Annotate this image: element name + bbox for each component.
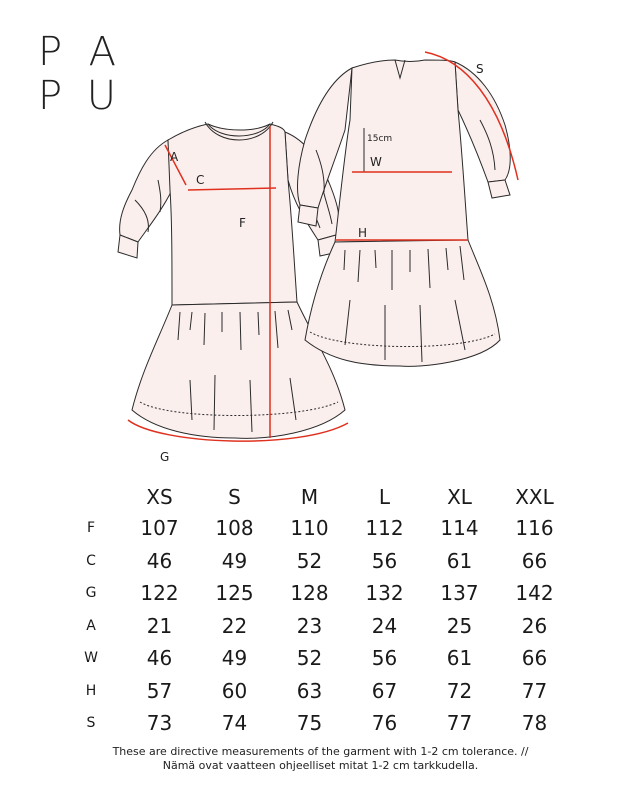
table-row	[60, 642, 572, 675]
table-cell: 107	[140, 516, 179, 541]
table-cell: 22	[221, 613, 248, 638]
table-cell: 56	[371, 646, 398, 671]
table-row	[60, 610, 572, 643]
row-label: H	[85, 682, 97, 699]
table-cell: 142	[515, 581, 554, 606]
table-cell: 52	[296, 548, 323, 573]
table-cell: 66	[521, 548, 548, 573]
table-row	[60, 545, 572, 578]
table-cell: 110	[290, 516, 329, 541]
table-cell: 46	[146, 548, 173, 573]
note-line-english: These are directive measurements of the garment with 1-2 cm tolerance. //	[112, 745, 529, 758]
table-cell: 78	[521, 711, 548, 736]
logo-letter: P	[38, 29, 65, 75]
table-cell: 66	[521, 646, 548, 671]
size-column-header: XL	[447, 485, 472, 509]
label-w: W	[370, 155, 382, 169]
row-label: F	[86, 520, 96, 537]
table-cell: 132	[365, 581, 404, 606]
label-c: C	[196, 173, 205, 187]
label-s: S	[476, 62, 484, 76]
row-label: G	[85, 585, 97, 602]
tolerance-note	[0, 745, 641, 773]
table-cell: 116	[515, 516, 554, 541]
table-cell: 75	[296, 711, 323, 736]
table-cell: 112	[365, 516, 404, 541]
table-row	[60, 577, 572, 610]
table-cell: 61	[446, 646, 473, 671]
size-header-row	[60, 482, 572, 512]
table-cell: 23	[296, 613, 323, 638]
label-g: G	[160, 450, 170, 464]
table-cell: 125	[215, 581, 254, 606]
table-cell: 56	[371, 548, 398, 573]
table-cell: 137	[440, 581, 479, 606]
table-cell: 25	[446, 613, 473, 638]
table-row	[60, 707, 572, 740]
table-cell: 60	[221, 678, 248, 703]
table-cell: 21	[146, 613, 173, 638]
label-15cm: 15cm	[367, 134, 393, 144]
table-cell: 74	[221, 711, 248, 736]
size-column-header: M	[300, 485, 319, 509]
table-cell: 46	[146, 646, 173, 671]
label-a: A	[170, 150, 179, 164]
table-cell: 122	[140, 581, 179, 606]
row-label: W	[84, 650, 98, 667]
table-cell: 24	[371, 613, 398, 638]
table-cell: 77	[446, 711, 473, 736]
note-line-finnish: Nämä ovat vaatteen ohjeelliset mitat 1-2 cm tarkkudella.	[162, 759, 479, 772]
size-column-header: XXL	[515, 485, 554, 509]
logo-letter: U	[86, 73, 118, 119]
logo-letter: P	[38, 73, 65, 119]
table-cell: 114	[440, 516, 479, 541]
table-cell: 49	[221, 548, 248, 573]
table-cell: 73	[146, 711, 173, 736]
size-table	[60, 482, 572, 740]
table-cell: 61	[446, 548, 473, 573]
size-column-header: S	[228, 485, 241, 509]
label-h: H	[358, 226, 368, 240]
table-row	[60, 675, 572, 708]
table-cell: 108	[215, 516, 254, 541]
table-cell: 26	[521, 613, 548, 638]
row-label: S	[86, 715, 96, 732]
table-cell: 57	[146, 678, 173, 703]
table-cell: 63	[296, 678, 323, 703]
size-column-header: XS	[146, 485, 173, 509]
table-cell: 76	[371, 711, 398, 736]
table-cell: 49	[221, 646, 248, 671]
table-cell: 52	[296, 646, 323, 671]
header-corner	[60, 482, 122, 512]
size-column-header: L	[378, 485, 391, 509]
label-f: F	[239, 216, 246, 230]
table-cell: 77	[521, 678, 548, 703]
row-label: C	[86, 552, 96, 569]
table-row	[60, 512, 572, 545]
table-cell: 67	[371, 678, 398, 703]
row-label: A	[86, 617, 96, 634]
table-cell: 128	[290, 581, 329, 606]
table-cell: 72	[446, 678, 473, 703]
logo-letter: A	[88, 29, 118, 75]
